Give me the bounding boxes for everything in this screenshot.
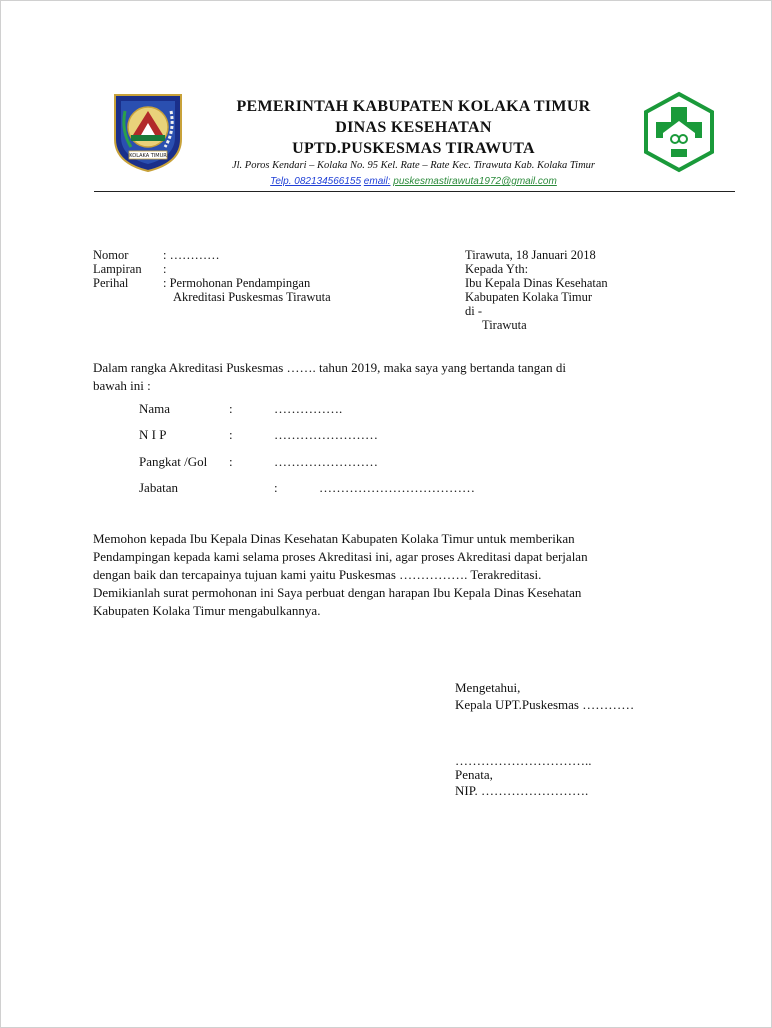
field-jabatan-value: ……………………………… <box>319 480 475 495</box>
nomor-value: : ………… <box>163 248 220 262</box>
nomor-label: Nomor <box>93 248 129 262</box>
header-government: PEMERINTAH KABUPATEN KOLAKA TIMUR <box>236 98 591 115</box>
field-pangkat-value: …………………… <box>274 454 378 469</box>
header-puskesmas: UPTD.PUSKESMAS TIRAWUTA <box>292 140 535 157</box>
field-nip-value: …………………… <box>274 427 378 442</box>
field-nip-label: N I P <box>139 427 167 442</box>
signature-name-placeholder: ………………………….. <box>455 753 592 768</box>
field-pangkat-colon: : <box>229 454 233 469</box>
puskesmas-logo <box>643 91 715 173</box>
request-line-1: Memohon kepada Ibu Kepala Dinas Kesehatan Kabupaten Kolaka Timur untuk memberikan <box>93 531 575 546</box>
recipient-place: Tirawuta <box>482 318 527 332</box>
field-nama-label: Nama <box>139 401 171 416</box>
request-line-5: Kabupaten Kolaka Timur mengabulkannya. <box>93 603 321 618</box>
intro-line-2: bawah ini : <box>93 378 151 393</box>
header-address: Jl. Poros Kendari – Kolaka No. 95 Kel. Rate – Rate Kec. Tirawuta Kab. Kolaka Timur <box>231 160 596 171</box>
request-line-2: Pendampingan kepada kami selama proses Akreditasi ini, agar proses Akreditasi dapat berjalan <box>93 549 588 564</box>
email-link[interactable]: puskesmastirawuta1972@gmail.com <box>393 176 557 187</box>
signature-nip: NIP. ……………………. <box>455 783 589 798</box>
perihal-label: Perihal <box>93 276 129 290</box>
field-nama-value: ……………. <box>274 401 343 416</box>
phone-number: Telp. 082134566155 <box>270 176 362 187</box>
header-contact <box>191 176 636 187</box>
field-pangkat-label: Pangkat /Gol <box>139 454 208 469</box>
regency-emblem-logo <box>111 91 185 173</box>
intro-line-1: Dalam rangka Akreditasi Puskesmas ……. tahun 2019, maka saya yang bertanda tangan di <box>93 360 566 375</box>
perihal-value-1: : Permohonan Pendampingan <box>163 276 311 290</box>
header-department: DINAS KESEHATAN <box>335 119 492 136</box>
signature-acknowledged: Mengetahui, <box>455 680 521 695</box>
signature-rank: Penata, <box>455 767 493 782</box>
field-nama-colon: : <box>229 401 233 416</box>
lampiran-label: Lampiran <box>93 262 142 276</box>
recipient-title: Ibu Kepala Dinas Kesehatan <box>465 276 608 290</box>
recipient-di: di - <box>465 304 483 318</box>
request-line-3: dengan baik dan tercapainya tujuan kami yaitu Puskesmas ……………. Terakreditasi. <box>93 567 542 582</box>
svg-text:KOLAKA TIMUR: KOLAKA TIMUR <box>129 153 167 159</box>
recipient-region: Kabupaten Kolaka Timur <box>465 290 593 304</box>
signature-title: Kepala UPT.Puskesmas ………… <box>455 697 635 712</box>
letterhead-divider <box>94 191 735 192</box>
perihal-value-2: Akreditasi Puskesmas Tirawuta <box>173 290 331 304</box>
request-line-4: Demikianlah surat permohonan ini Saya perbuat dengan harapan Ibu Kepala Dinas Kesehatan <box>93 585 582 600</box>
email-label: email: <box>363 176 391 187</box>
lampiran-value: : <box>163 262 167 276</box>
recipient-greeting: Kepada Yth: <box>465 262 529 276</box>
field-jabatan-colon: : <box>274 480 278 495</box>
field-jabatan-label: Jabatan <box>139 480 178 495</box>
field-nip-colon: : <box>229 427 233 442</box>
request-paragraph <box>93 530 653 620</box>
intro-paragraph <box>93 359 653 395</box>
letter-date: Tirawuta, 18 Januari 2018 <box>465 248 596 262</box>
